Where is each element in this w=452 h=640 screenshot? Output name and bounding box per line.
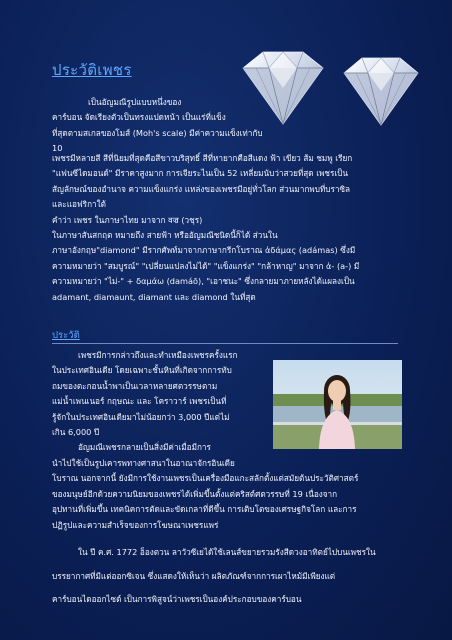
- intro-text: [52, 95, 266, 157]
- text-line: ภาษาอังกฤษ"diamond" มีรากศัพท์มาจากภาษากรีกโบราณ ἀδάμας (adámas) ซึ่งมี: [52, 245, 356, 256]
- text-line: ในประเทศอินเดีย โดยเฉพาะชั้นหินที่เกิดจากการทับ: [52, 365, 232, 376]
- text-line: อุปทานที่เพิ่มขึ้น เทคนิคการตัดและขัดเกลาที่ดีขึ้น การเติบโตของเศรษฐกิจโลก และการ: [52, 504, 357, 515]
- diamond-icon: [334, 55, 428, 127]
- text-line: อัญมณีเพชรกลายเป็นสิ่งมีค่าเมื่อมีการ: [78, 442, 211, 453]
- description-paragraph: [52, 151, 404, 305]
- text-line: ปฏิรูปและความสำเร็จของการโฆษณาเพชรแพร่: [52, 519, 219, 530]
- text-line: ใน ปี ค.ศ. 1772 อ็องตวน ลาวัวซีเยได้ใช้เลนส์ขยายรวมรังสีดวงอาทิตย์ไปบนเพชรใน: [78, 547, 376, 558]
- page-title: ประวัติเพชร: [52, 61, 132, 79]
- text-line: ของมนุษย์อีกด้วยความนิยมของเพชรได้เพิ่มขึ้นตั้งแต่คริสต์ศตวรรษที่ 19 เนื่องจาก: [52, 488, 338, 499]
- text-line: แม่น้ำเพนเนอร์ กฤษณะ และ โคราวาร์ เพชรเป็นที่: [52, 396, 227, 407]
- text-line: นำไปใช้เป็นรูปเคารพทางศาสนาในอาณาจักรอินเดีย: [52, 458, 235, 468]
- text-line: ที่สุดตามสเกลของโมส์ (Moh's scale) มีค่าความแข็งเท่ากับ 10: [52, 127, 263, 154]
- text-line: ในภาษาสันสกฤต หมายถึง สายฟ้า หรืออัญมณีชนิดนี้ก็ได้ ส่วนใน: [52, 230, 278, 241]
- history-paragraph-continued: [52, 456, 404, 533]
- text-line: และแอฟริกาใต้: [52, 199, 106, 210]
- text-line: รู้จักในประเทศอินเดียมาไม่น้อยกว่า 3,000 ปีแต่ไม่: [52, 411, 230, 422]
- woman-portrait-photo: [273, 360, 402, 449]
- lavoisier-paragraph: [52, 537, 404, 616]
- text-line: เป็นอัญมณีรูปแบบหนึ่งของ: [88, 97, 182, 107]
- text-line: เพชรมีการกล่าวถึงและทำเหมืองเพชรครั้งแรก: [78, 350, 238, 360]
- text-line: ความหมายว่า "สมบูรณ์" "เปลี่ยนแปลงไม่ได้" "แข็งแกร่ง" "กล้าหาญ" มาจาก ἀ- (a-) มี: [52, 260, 360, 271]
- text-line: "แฟนซีไดมอนด์" มีราคาสูงมาก การเจียระไนเป็น 52 เหลี่ยมนับว่าสวยที่สุด เพชรเป็น: [52, 168, 348, 179]
- text-line: โบราณ นอกจากนี้ ยังมีการใช้งานเพชรเป็นเครื่องมือแกะสลักตั้งแต่สมัยต้นประวัติศาสตร์: [52, 473, 359, 484]
- text-line: ความหมายว่า "ไม่-" + δαμάω (damáō), "เอาชนะ" ซึ่งกลายมาภายหลังได้แผลงเป็น: [52, 276, 355, 287]
- divider: [52, 343, 398, 344]
- section-heading: ประวัติ: [52, 330, 80, 341]
- text-line: คำว่า เพชร ในภาษาไทย มาจาก वज्र (วชฺร): [52, 214, 203, 225]
- text-line: คาร์บอนไดออกไซด์ เป็นการพิสูจน์ว่าเพชรเป็นองค์ประกอบของคาร์บอน: [52, 594, 302, 605]
- text-line: เพชรมีหลายสี สีที่นิยมที่สุดคือสีขาวบริสุทธิ์ สีที่หายากคือสีแดง ฟ้า เขียว ส้ม ชมพู เรียก: [52, 153, 353, 163]
- text-line: ถมของตะกอนน้ำพาเป็นเวลาหลายศตวรรษตาม: [52, 380, 218, 391]
- text-line: สัญลักษณ์ของอำนาจ ความแข็งแกร่ง แหล่งของเพชรมีอยู่ทั่วโลก ส่วนมากพบที่บราซิล: [52, 183, 351, 194]
- text-line: adamant, diamaunt, diamant และ diamond ในที่สุด: [52, 291, 256, 302]
- text-line: บรรยากาศที่มีแต่ออกซิเจน ซึ่งแสดงให้เห็นว่า ผลิตภัณฑ์จากการเผาไหม้มีเพียงแต่: [52, 570, 336, 581]
- history-paragraph: [52, 348, 260, 456]
- text-line: คาร์บอน จัดเรียงตัวเป็นทรงแปดหน้า เป็นแร่ที่แข็ง: [52, 112, 226, 123]
- text-line: เกิน 6,000 ปี: [52, 427, 100, 438]
